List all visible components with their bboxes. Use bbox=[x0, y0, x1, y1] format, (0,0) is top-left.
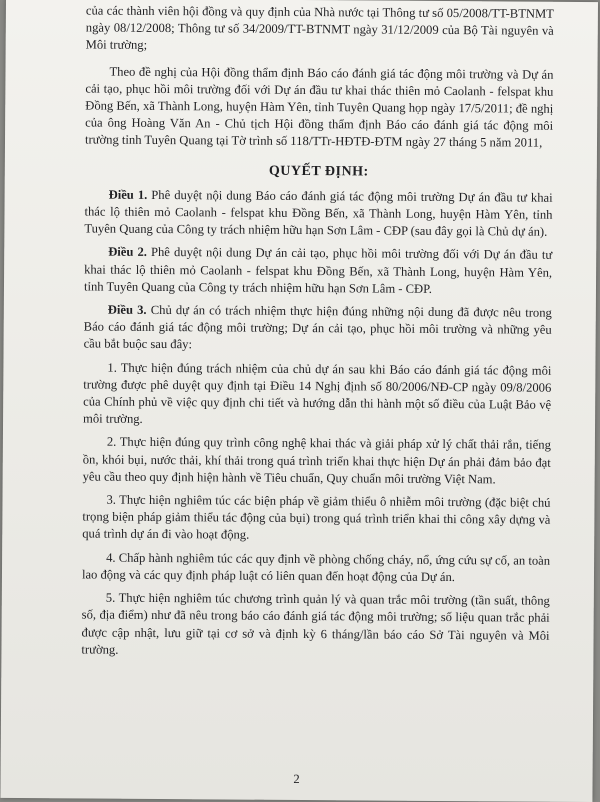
list-item-5: 5. Thực hiện nghiêm túc chương trình quản lý và quan trắc môi trường (tần suất, thông số, địa điểm) như đã nêu trong báo cáo đánh giá tác động môi trường; số liệu quan trắc phải được cập nhật, lưu giữ tại cơ sở và định kỳ 6 tháng/lần báo cáo Sở Tài nguyên và Môi trường. bbox=[81, 590, 550, 657]
article-1 bbox=[84, 186, 552, 241]
list-item-1: 1. Thực hiện đúng trách nhiệm của chủ dự án sau khi Báo cáo đánh giá tác động môi trường được phê duyệt quy định tại Điều 14 Nghị định số 80/2006/NĐ-CP ngày 09/8/2006 của Chính phủ về việc quy định chi tiết và hướng dẫn thi hành một số điều của Luật Bảo vệ môi trường. bbox=[83, 360, 552, 427]
page-number: 2 bbox=[293, 771, 300, 787]
proposal-paragraph: Theo đề nghị của Hội đồng thẩm định Báo cáo đánh giá tác động môi trường và Dự án cải tạo, phục hồi môi trường đối với Dự án đầu tư khai thác thiên mỏ Caolanh - felspat khu Đồng Bến, xã Thành Long, huyện Hàm Yên, tỉnh Tuyên Quang họp ngày 17/5/2011; đề nghị của ông Hoàng Văn An - Chủ tịch Hội đồng thẩm định Báo cáo đánh giá tác động môi trường tỉnh Tuyên Quang tại Tờ trình số 118/TTr-HĐTĐ-ĐTM ngày 27 tháng 5 năm 2011, bbox=[84, 64, 554, 151]
list-item-3: 3. Thực hiện nghiêm túc các biện pháp về giảm thiểu ô nhiễm môi trường (đặc biệt chú trọng biện pháp giảm thiểu tác động của bụi) trong quá trình triển khai thi công xây dựng và quá trình dự án đi vào hoạt động. bbox=[82, 492, 551, 543]
list-item-2: 2. Thực hiện đúng quy trình công nghệ khai thác và giải pháp xử lý chất thải rắn, tiếng ồn, khói bụi, nước thải, khí thải trong quá trình triển khai thực hiện Dự án phải đảm bảo đạt yêu cầu theo quy định hiện hành về Tiêu chuẩn, Quy chuẩn môi trường Việt Nam. bbox=[82, 435, 551, 487]
article-1-text: Phê duyệt nội dung Báo cáo đánh giá tác động môi trường Dự án đầu tư khai thác lộ thiên mỏ Caolanh - felspat khu Đồng Bến, xã Thành Long, huyện Hàm Yên, tỉnh Tuyên Quang của Công ty trách nhiệm hữu hạn Sơn Lâm - CĐP (sau đây gọi là Chủ dự án). bbox=[84, 187, 553, 239]
article-3-label: Điều 3. bbox=[107, 302, 147, 317]
article-2 bbox=[84, 244, 552, 299]
article-2-text: Phê duyệt nội dung Dự án cải tạo, phục hồi môi trường đối với Dự án đầu tư khai thác lộ thiên mỏ Caolanh - felspat khu Đồng Bến, xã Thành Long, huyện Hàm Yên, tỉnh Tuyên Quang của Công ty trách nhiệm hữu hạn Sơn Lâm - CĐP. bbox=[83, 245, 553, 296]
article-2-label: Điều 2. bbox=[108, 245, 148, 260]
article-3-text: Chủ dự án có trách nhiệm thực hiện đúng những nội dung đã được nêu trong Báo cáo đánh giá tác động môi trường; Dự án cải tạo, phục hồi môi trường và những yêu cầu bắt buộc sau đây: bbox=[83, 302, 552, 352]
article-3 bbox=[84, 302, 552, 357]
article-1-label: Điều 1. bbox=[108, 187, 148, 202]
list-item-4: 4. Chấp hành nghiêm túc các quy định về phòng chống cháy, nổ, ứng cứu sự cố, an toàn lao động và các quy định pháp luật có liên quan đến hoạt động của Dự án. bbox=[81, 550, 551, 584]
document-body bbox=[81, 2, 554, 661]
decision-heading: QUYẾT ĐỊNH: bbox=[268, 163, 369, 180]
intro-tail-paragraph: của các thành viên hội đồng và quy định của Nhà nước tại Thông tư số 05/2008/TT-BTNMT ngày 08/12/2008; Thông tư số 34/2009/TT-BTNMT ngày 31/12/2009 của Bộ Tài nguyên và Môi trường; bbox=[85, 3, 554, 53]
